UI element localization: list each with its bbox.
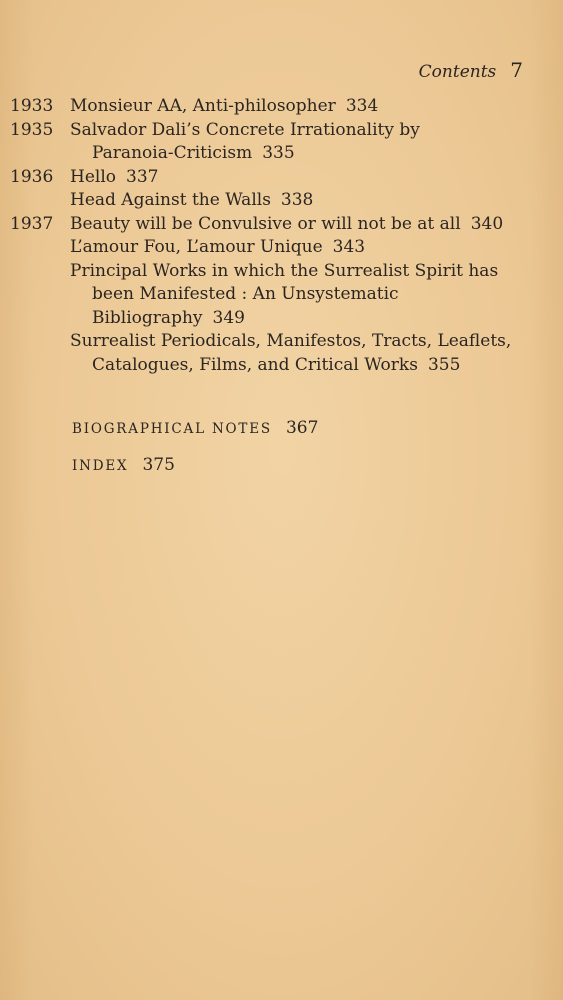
- toc-page: 340: [470, 213, 504, 234]
- toc-title: Catalogues, Films, and Critical Works: [92, 354, 418, 375]
- running-header-title: Contents: [418, 62, 497, 82]
- toc-page: 367: [285, 418, 319, 438]
- toc-title: Surrealist Periodicals, Manifestos, Tracts, Leaflets,: [70, 331, 512, 351]
- toc-entry: [10, 166, 530, 190]
- toc-entry-continuation: [10, 142, 530, 166]
- toc-page: 355: [427, 354, 461, 375]
- toc-back-matter-entry: [72, 418, 318, 438]
- page-number: 7: [510, 58, 523, 82]
- toc-title: Bibliography: [92, 307, 203, 328]
- toc-back-matter-entry: [72, 455, 175, 475]
- toc-year: 1935: [10, 119, 54, 140]
- toc-year: 1933: [10, 96, 54, 116]
- toc-title: Monsieur AA, Anti-philosopher: [70, 96, 336, 116]
- toc-title: been Manifested : An Unsystematic: [92, 284, 399, 304]
- toc-page: 334: [345, 96, 379, 116]
- toc-title: Salvador Dali’s Concrete Irrationality by: [70, 119, 420, 140]
- toc-title: Head Against the Walls: [70, 190, 271, 210]
- toc-entry-continuation: [10, 354, 530, 378]
- toc-entry: [10, 330, 530, 354]
- toc-title: Hello: [70, 166, 116, 187]
- toc-page: 335: [262, 143, 295, 163]
- toc-title: L’amour Fou, L’amour Unique: [70, 237, 323, 257]
- toc-entry-continuation: [10, 283, 530, 307]
- toc-entry: [10, 95, 530, 119]
- toc-entry: [10, 213, 530, 237]
- toc-year: 1936: [10, 166, 54, 187]
- toc-entry: [10, 260, 530, 284]
- toc-page: 349: [212, 307, 245, 328]
- toc-entry: [10, 236, 530, 260]
- toc-year: 1937: [10, 213, 54, 234]
- toc-title: Beauty will be Convulsive or will not be at all: [70, 213, 461, 234]
- toc-title: INDEX: [72, 458, 129, 474]
- toc-page: 343: [332, 237, 366, 257]
- toc-entry: [10, 119, 530, 143]
- toc-entry-continuation: [10, 307, 530, 331]
- toc-page: 338: [280, 190, 314, 210]
- toc-title: Paranoia-Criticism: [92, 143, 253, 163]
- table-of-contents: [10, 95, 530, 377]
- toc-entry: [10, 189, 530, 213]
- toc-page: 375: [142, 455, 175, 475]
- running-header: [419, 58, 523, 82]
- toc-page: 337: [126, 166, 159, 187]
- toc-title: BIOGRAPHICAL NOTES: [72, 421, 272, 437]
- toc-title: Principal Works in which the Surrealist Spirit has: [70, 260, 499, 281]
